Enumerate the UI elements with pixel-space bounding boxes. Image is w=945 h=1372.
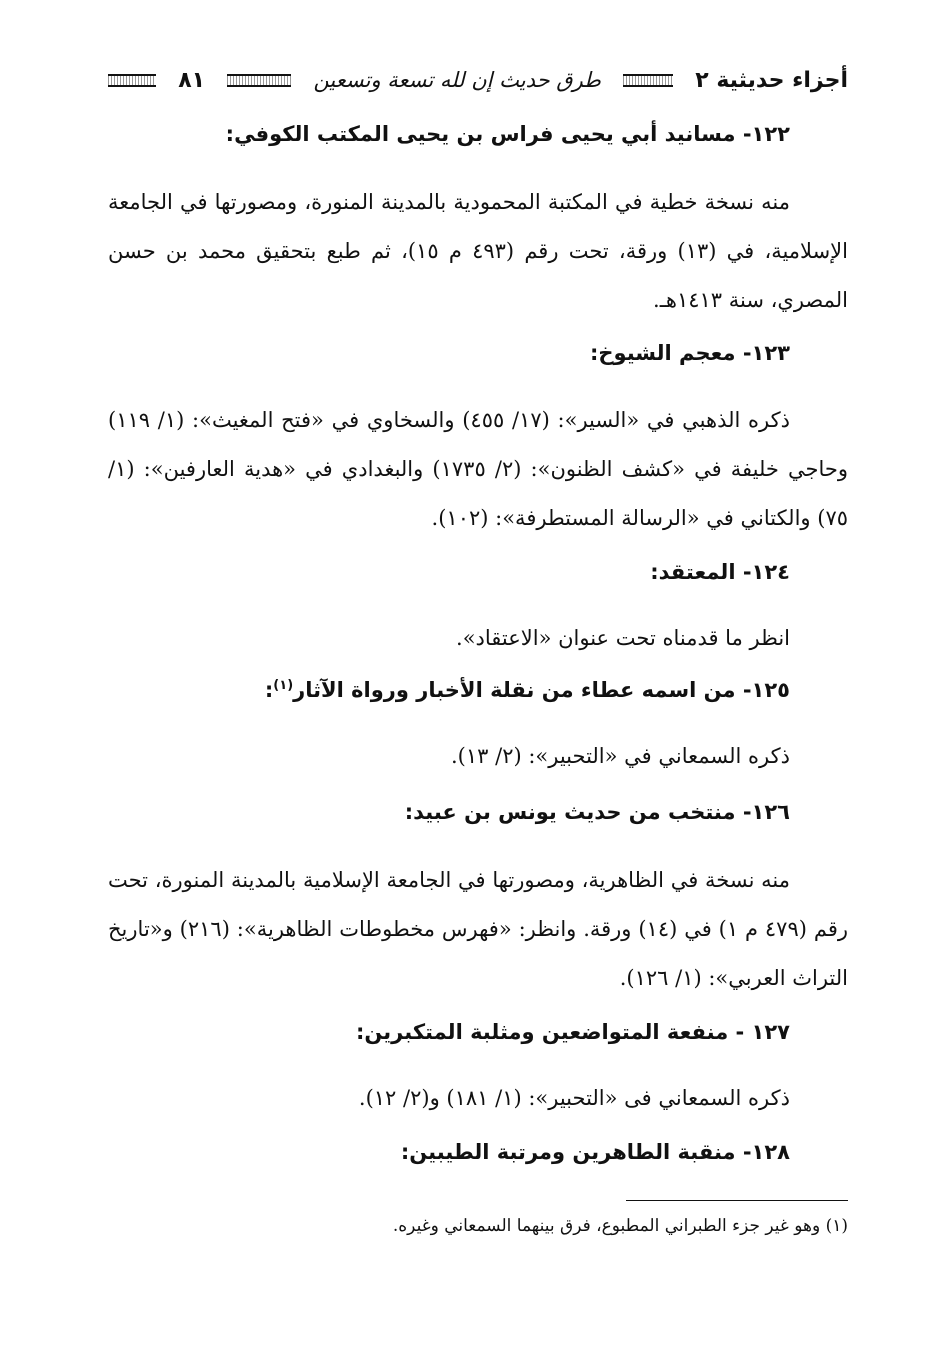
header-ornament-bar (623, 74, 673, 87)
book-title: أجزاء حديثية ٢ (695, 67, 848, 93)
header-ornament-bar (108, 74, 156, 87)
chapter-title: طرق حديث إن لله تسعة وتسعين (313, 68, 601, 92)
entry-text: منه نسخة خطية في المكتبة المحمودية بالمدينة المنورة، ومصورتها في الجامعة الإسلامية، في (١٣) ورقة، تحت رقم (٤٩٣ م ١٥)، ثم طبع بتحقيق محمد بن حسن المصري، سنة ١٤١٣هـ. (108, 190, 848, 312)
footnote: (١) وهو غير جزء الطبراني المطبوع، فرق بينهما السمعاني وغيره. (392, 1216, 848, 1236)
entry-title: ١٢٤- المعتقد: (650, 560, 790, 584)
book-page (108, 58, 848, 1318)
footnote-ref: (١) (273, 678, 294, 693)
entry-title: ١٢٧ - منفعة المتواضعين ومثلبة المتكبرين: (356, 1020, 790, 1044)
entry-text: ذكره السمعاني فى «التحبير»: (١/ ١٨١) و(٢/ ١٢). (358, 1086, 790, 1110)
entry-title: ١٢٨- منقبة الطاهرين ومرتبة الطيبين: (400, 1140, 790, 1164)
entry-title: ١٢٦- منتخب من حديث يونس بن عبيد: (404, 800, 790, 824)
entry-text: ذكره السمعاني في «التحبير»: (٢/ ١٣). (450, 744, 790, 768)
entry-text: انظر ما قدمناه تحت عنوان «الاعتقاد». (456, 626, 790, 650)
running-header (108, 58, 848, 102)
header-ornament-bar (227, 74, 291, 87)
entry-title-text: ١٢٥- من اسمه عطاء من نقلة الأخبار ورواة الآثار (293, 678, 790, 702)
entry-title-suffix: : (264, 678, 274, 702)
entry-text: ذكره الذهبي في «السير»: (١٧/ ٤٥٥) والسخاوي في «فتح المغيث»: (١/ ١١٩) وحاجي خليفة في «كشف الظنون»: (٢/ ١٧٣٥) والبغدادي في «هدية العارفين»: (١/ ٧٥) والكتاني في «الرسالة المستطرفة»: (١٠٢). (108, 408, 849, 530)
entry-title (265, 678, 790, 702)
footnote-divider (626, 1200, 848, 1201)
entry-title: ١٢٣- معجم الشيوخ: (590, 341, 790, 365)
entry-title: ١٢٢- مسانيد أبي يحيى فراس بن يحيى المكتب الكوفي: (225, 122, 790, 146)
page-number: ٨١ (178, 67, 206, 93)
entry-text: منه نسخة في الظاهرية، ومصورتها في الجامعة الإسلامية بالمدينة المنورة، تحت رقم (٤٧٩ م ١) في (١٤) ورقة. وانظر: «فهرس مخطوطات الظاهرية»: (٢١٦) و«تاريخ التراث العربي»: (١/ ١٢٦). (108, 868, 848, 990)
